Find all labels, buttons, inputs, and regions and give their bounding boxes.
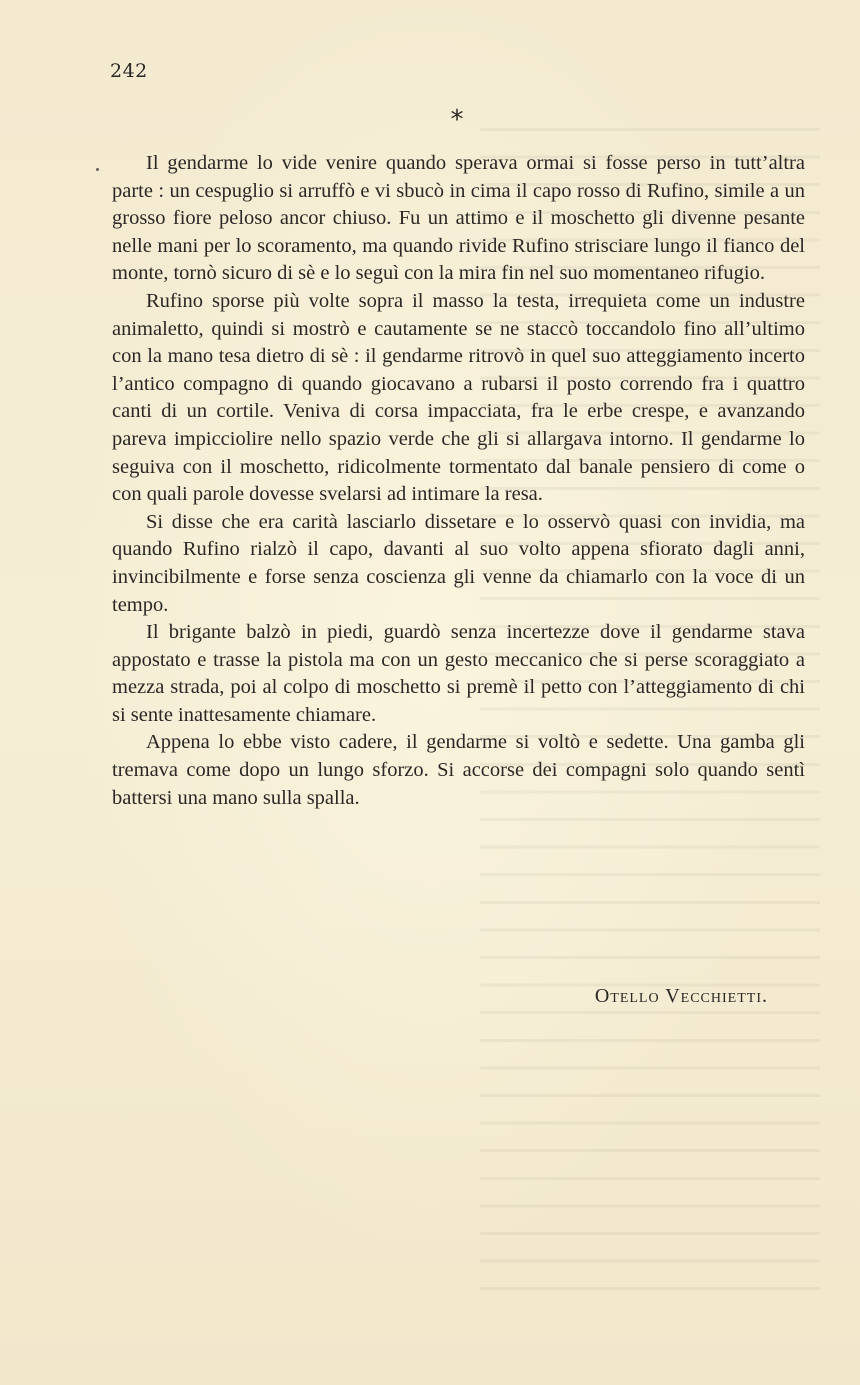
paragraph: Appena lo ebbe visto cadere, il gendarme si voltò e sedette. Una gamba gli tremava come dopo un lungo sforzo. Si accorse dei compagni solo quando sentì battersi una mano sulla spalla. <box>112 731 805 809</box>
story-text <box>112 150 805 812</box>
paragraph: Il brigante balzò in piedi, guardò senza incertezze dove il gendarme stava appostato e trasse la pistola ma con un gesto meccanico che si perse scoraggiato a mezza strada, poi al colpo di moschetto si premè il petto con l’atteggiamento di chi si sente inattesamente chiamare. <box>112 621 805 726</box>
paragraph: Il gendarme lo vide venire quando sperava ormai si fosse perso in tutt’altra parte : un cespuglio si arruffò e vi sbucò in cima il capo rosso di Rufino, simile a un grosso fiore peloso ancor chiuso. Fu un attimo e il moschetto gli divenne pesante nelle mani per lo scoramento, ma quando rivide Rufino strisciare lungo il fianco del monte, tornò sicuro di sè e lo seguì con la mira fin nel suo momentaneo rifugio. <box>112 152 805 285</box>
paragraph: Si disse che era carità lasciarlo dissetare e lo osservò quasi con invidia, ma quando Rufino rialzò il capo, davanti al suo volto appena sfiorato dagli anni, invincibilmente e forse senza coscienza gli venne da chiamarlo con la voce di un tempo. <box>112 510 805 616</box>
page-number: 242 <box>110 60 148 82</box>
author-signature: Otello Vecchietti. <box>594 985 768 1007</box>
section-break-asterisk: * <box>450 105 464 135</box>
ink-speck <box>96 168 99 171</box>
paragraph: Rufino sporse più volte sopra il masso la testa, irrequieta come un industre animaletto, quindi si mostrò e cautamente se ne staccò toccandolo fino all’ultimo con la mano tesa dietro di sè : il gendarme ritrovò in quel suo atteggiamento incerto l’antico compagno di quando giocavano a rubarsi il posto correndo fra i quattro canti di un cortile. Veniva di corsa impacciata, fra le erbe crespe, e avanzando pareva impicciolire nello spazio verde che gli si allargava intorno. Il gendarme lo seguiva con il moschetto, ridicolmente tormentato dal banale pensiero di come o con quali parole dovesse svelarsi ad intimare la resa. <box>112 289 805 506</box>
